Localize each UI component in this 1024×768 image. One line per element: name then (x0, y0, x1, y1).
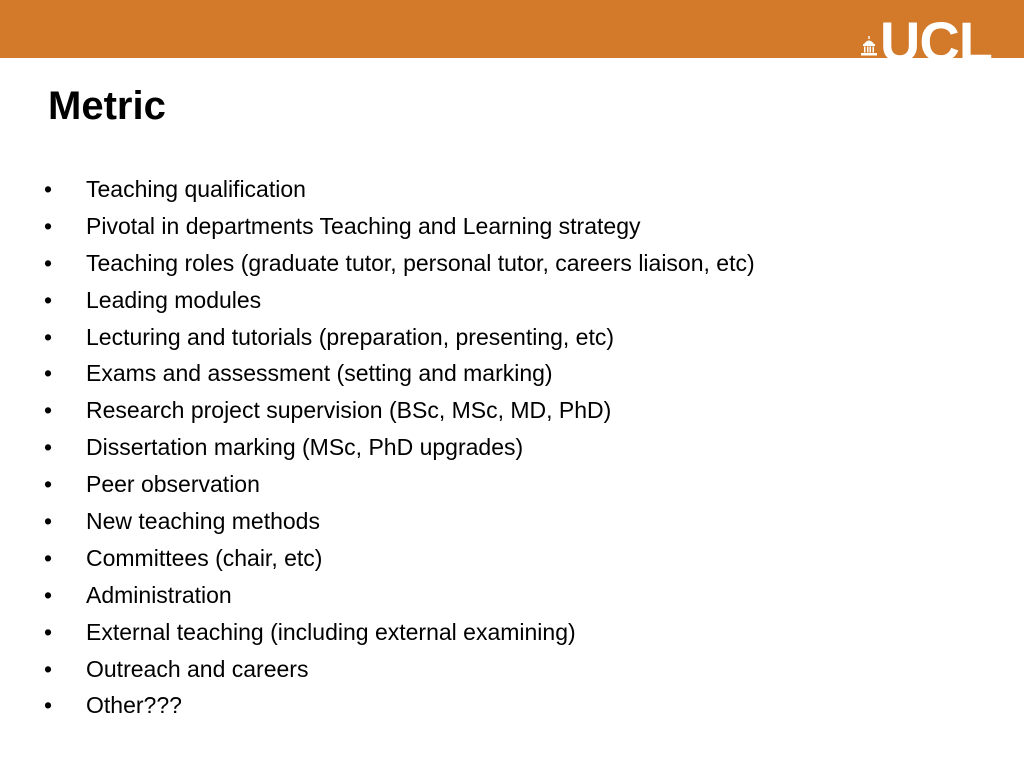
slide-title: Metric (48, 84, 166, 128)
bullet-item (42, 429, 755, 466)
bullet-point-icon: • (44, 655, 53, 682)
bullet-item (42, 282, 755, 319)
bullet-point-icon: • (44, 286, 53, 313)
bullet-point-icon: • (44, 360, 53, 387)
bullet-text: New teaching methods (86, 508, 320, 535)
bullet-point-icon: • (44, 176, 53, 202)
bullet-item (42, 540, 755, 577)
header-bar (0, 0, 1024, 64)
bullet-item (42, 171, 755, 208)
bullet-item (42, 466, 755, 503)
bullet-text: Outreach and careers (86, 655, 309, 682)
bullet-text: Other??? (86, 692, 182, 719)
bullet-text: Administration (86, 581, 232, 608)
bullet-point-icon: • (44, 397, 53, 424)
bullet-item (42, 208, 755, 245)
bullet-item (42, 355, 755, 392)
bullet-item (42, 392, 755, 429)
ucl-logo (860, 14, 992, 64)
bullet-text: Teaching qualification (86, 176, 306, 202)
bullet-text: Leading modules (86, 286, 262, 313)
bullet-item (42, 319, 755, 356)
bullet-text: Dissertation marking (MSc, PhD upgrades) (86, 434, 524, 461)
bullet-item (42, 614, 755, 651)
bullet-text: Peer observation (86, 471, 260, 498)
bullet-point-icon: • (44, 249, 53, 276)
bullet-point-icon: • (44, 581, 53, 608)
bullet-text: Committees (chair, etc) (86, 544, 323, 571)
bullet-text: Exams and assessment (setting and marking) (86, 360, 553, 387)
bullet-item (42, 577, 755, 614)
bullet-text: Pivotal in departments Teaching and Learning strategy (86, 212, 641, 239)
bullet-point-icon: • (44, 323, 53, 350)
ucl-logo-text: UCL (879, 20, 992, 64)
bullet-text: External teaching (including external examining) (86, 618, 576, 645)
bullet-point-icon: • (44, 508, 53, 535)
bullet-point-icon: • (44, 212, 53, 239)
bullet-text: Research project supervision (BSc, MSc, MD, PhD) (86, 397, 612, 424)
bullet-text: Lecturing and tutorials (preparation, presenting, etc) (86, 323, 615, 350)
bullet-point-icon: • (44, 434, 53, 461)
bullet-point-icon: • (44, 471, 53, 498)
bullet-list (42, 171, 755, 724)
bullet-item (42, 651, 755, 688)
bullet-item (42, 503, 755, 540)
bullet-point-icon: • (44, 544, 53, 571)
bullet-point-icon: • (44, 618, 53, 645)
bullet-item (42, 245, 755, 282)
portico-dome-icon (860, 36, 878, 58)
bullet-item (42, 687, 755, 724)
bullet-text: Teaching roles (graduate tutor, personal tutor, careers liaison, etc) (86, 249, 755, 276)
bullet-point-icon: • (44, 692, 53, 719)
